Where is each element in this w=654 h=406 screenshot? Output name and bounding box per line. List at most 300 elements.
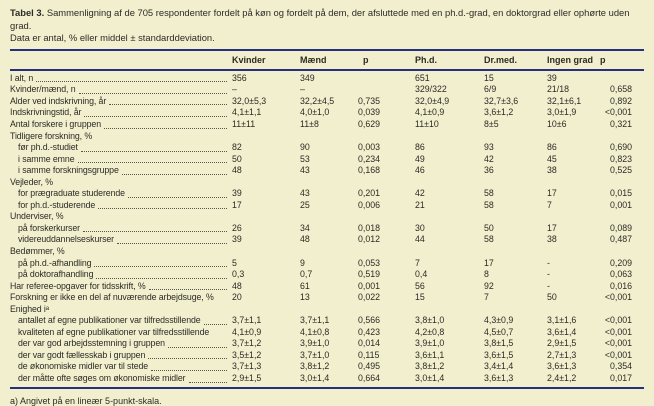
cell-ingen-grad: 21/18 <box>547 84 570 95</box>
cell-p1: 0,423 <box>358 326 381 337</box>
dot-leader <box>128 197 227 198</box>
table-row <box>0 84 654 96</box>
row-label: Antal forskere i gruppen <box>10 118 101 129</box>
cell-p1 <box>358 304 415 316</box>
row-label: på doktorafhandling <box>18 269 94 280</box>
cell-p2: 0,017 <box>609 373 632 383</box>
cell-ingen-grad: 17 <box>547 222 557 233</box>
header-label-spacer <box>10 56 232 65</box>
cell-phd: 3,9±1,0 <box>415 338 445 349</box>
row-label-cell <box>10 165 232 177</box>
row-label: i samme emne <box>18 153 75 164</box>
cell-kvinder: 3,7±1,3 <box>232 361 262 372</box>
row-label: Alder ved indskrivning, år <box>10 95 107 106</box>
cell-ingen-grad: 2,9±1,5 <box>547 338 577 349</box>
cell-maend: 53 <box>300 153 310 164</box>
cell-p2: 0,209 <box>609 257 632 268</box>
section-label: Vejleder, % <box>10 176 53 187</box>
row-label-cell <box>10 107 232 119</box>
table-body <box>0 73 654 385</box>
table-row <box>0 269 654 281</box>
cell-ingen-grad <box>547 304 600 316</box>
row-label-cell <box>10 350 232 362</box>
cell-kvinder: 3,7±1,2 <box>232 338 262 349</box>
table-row <box>0 165 654 177</box>
dot-leader <box>78 162 228 163</box>
cell-drmed: 92 <box>484 280 494 291</box>
cell-maend: 3,9±1,0 <box>300 338 330 349</box>
cell-drmed: 3,8±1,5 <box>484 338 514 349</box>
cell-phd <box>415 131 484 143</box>
column-header-phd: Ph.d. <box>415 54 437 65</box>
cell-drmed: 58 <box>484 199 494 210</box>
row-label: videreuddannelseskurser <box>18 234 114 245</box>
cell-ingen-grad: 38 <box>547 165 557 176</box>
dot-leader <box>168 347 227 348</box>
cell-phd: 44 <box>415 234 425 245</box>
cell-p2: 0,089 <box>609 222 632 233</box>
cell-kvinder <box>232 177 300 189</box>
section-header-row <box>0 177 654 189</box>
table-row <box>0 107 654 119</box>
table-row <box>0 281 654 293</box>
row-label: der var god arbejdsstemning i gruppen <box>18 338 165 349</box>
cell-phd <box>415 246 484 258</box>
cell-maend <box>300 211 358 223</box>
row-label: Kvinder/mænd, n <box>10 84 76 95</box>
row-label-cell <box>10 142 232 154</box>
cell-kvinder: 356 <box>232 72 247 83</box>
cell-kvinder: 0,3 <box>232 269 245 280</box>
cell-p2: <0,001 <box>604 326 632 337</box>
table-row <box>0 373 654 385</box>
cell-phd: 3,8±1,2 <box>415 361 445 372</box>
cell-maend: 11±8 <box>300 118 319 129</box>
cell-p1: 0,012 <box>358 234 381 245</box>
cell-drmed <box>484 304 547 316</box>
cell-phd: 86 <box>415 142 425 153</box>
cell-maend: 25 <box>300 199 310 210</box>
cell-phd <box>415 304 484 316</box>
cell-p2: 0,016 <box>609 280 632 291</box>
row-label-cell <box>10 96 232 108</box>
cell-p2: 0,658 <box>609 84 632 95</box>
row-label-cell <box>10 234 232 246</box>
cell-phd: 15 <box>415 292 425 303</box>
cell-p1: 0,664 <box>358 373 381 383</box>
row-label-cell <box>10 119 232 131</box>
row-label: antallet af egne publikationer var tilfredsstillende <box>18 315 201 326</box>
dot-leader <box>204 324 227 325</box>
cell-p1: 0,053 <box>358 257 381 268</box>
cell-ingen-grad <box>547 246 600 258</box>
cell-maend: 13 <box>300 292 310 303</box>
cell-kvinder <box>232 246 300 258</box>
cell-maend: 9 <box>300 257 305 268</box>
cell-kvinder <box>232 211 300 223</box>
cell-ingen-grad: 10±6 <box>547 118 567 129</box>
cell-p2: <0,001 <box>604 315 632 326</box>
cell-phd <box>415 177 484 189</box>
dot-leader <box>84 116 227 117</box>
cell-p1: 0,003 <box>358 142 381 153</box>
table-caption-line1: Sammenligning af de 705 respondenter fordelt på køn og fordelt på dem, der afsluttede med en ph.d.-grad, en doktorgrad eller ophørte uden grad. <box>10 7 630 31</box>
dot-leader <box>81 151 227 152</box>
cell-p1 <box>358 211 415 223</box>
row-label: på ph.d.-afhandling <box>18 257 92 268</box>
table-row <box>0 154 654 166</box>
footnote: a) Angivet på en lineær 5-punkt-skala. <box>10 395 162 406</box>
row-label-cell <box>10 223 232 235</box>
row-label-cell <box>10 177 232 189</box>
cell-p2: 0,354 <box>609 361 632 372</box>
table-row <box>0 350 654 362</box>
cell-ingen-grad <box>547 211 600 223</box>
cell-kvinder: 48 <box>232 165 242 176</box>
table-row <box>0 142 654 154</box>
cell-kvinder: 26 <box>232 222 242 233</box>
cell-kvinder: 39 <box>232 234 242 245</box>
dot-leader <box>151 370 227 371</box>
cell-maend: 3,7±1,1 <box>300 315 330 326</box>
cell-ingen-grad: 39 <box>547 72 557 83</box>
cell-phd: 4,1±0,9 <box>415 107 445 118</box>
cell-ingen-grad <box>547 177 600 189</box>
cell-drmed: 8±5 <box>484 118 499 129</box>
dot-leader <box>83 231 227 232</box>
cell-maend <box>300 304 358 316</box>
cell-phd: 4,2±0,8 <box>415 326 445 337</box>
cell-phd: 329/322 <box>415 84 447 95</box>
cell-p1 <box>358 177 415 189</box>
table-row <box>0 327 654 339</box>
section-label: Underviser, % <box>10 211 64 222</box>
dot-leader <box>117 243 227 244</box>
row-label-cell <box>10 84 232 96</box>
cell-p1: 0,629 <box>358 118 381 129</box>
cell-maend: 32,2±4,5 <box>300 95 335 106</box>
cell-p2 <box>600 177 644 189</box>
cell-ingen-grad: 2,4±1,2 <box>547 373 577 383</box>
cell-kvinder: 17 <box>232 199 242 210</box>
row-label-cell <box>10 338 232 350</box>
table-header-row <box>0 51 654 69</box>
cell-drmed: 3,4±1,4 <box>484 361 514 372</box>
row-label: på forskerkurser <box>18 222 80 233</box>
cell-p2: 0,001 <box>609 199 632 210</box>
cell-kvinder: 4,1±0,9 <box>232 326 262 337</box>
cell-p1: 0,519 <box>358 269 381 280</box>
cell-kvinder: 3,7±1,1 <box>232 315 262 326</box>
cell-maend: – <box>300 84 305 95</box>
cell-maend: 4,0±1,0 <box>300 107 330 118</box>
column-header-ingen-grad: Ingen grad <box>547 54 594 65</box>
cell-p2: 0,525 <box>609 165 632 176</box>
cell-maend: 61 <box>300 280 310 291</box>
cell-kvinder: 20 <box>232 292 242 303</box>
cell-p1: 0,495 <box>358 361 381 372</box>
cell-drmed: 3,6±1,2 <box>484 107 514 118</box>
cell-ingen-grad: 86 <box>547 142 557 153</box>
row-label-cell <box>10 131 232 143</box>
cell-phd: 651 <box>415 72 430 83</box>
cell-maend: 43 <box>300 165 310 176</box>
cell-ingen-grad: 3,0±1,9 <box>547 107 577 118</box>
dot-leader <box>98 208 227 209</box>
cell-kvinder <box>232 304 300 316</box>
cell-ingen-grad: - <box>547 280 550 291</box>
cell-maend: 90 <box>300 142 310 153</box>
row-label: der måtte ofte søges om økonomiske midler <box>18 373 186 383</box>
cell-drmed: 36 <box>484 165 494 176</box>
cell-p2: 0,063 <box>609 269 632 280</box>
table-row <box>0 338 654 350</box>
cell-p1: 0,018 <box>358 222 381 233</box>
cell-ingen-grad: 45 <box>547 153 557 164</box>
cell-p1: 0,039 <box>358 107 381 118</box>
cell-kvinder: 82 <box>232 142 242 153</box>
cell-p2 <box>600 211 644 223</box>
cell-ingen-grad: 2,7±1,3 <box>547 349 577 360</box>
dot-leader <box>96 278 227 279</box>
section-label: Enighed iᵃ <box>10 303 49 314</box>
dot-leader <box>109 104 227 105</box>
cell-p2: <0,001 <box>604 107 632 118</box>
cell-p2: 0,892 <box>609 95 632 106</box>
row-label-cell <box>10 154 232 166</box>
cell-p2: 0,690 <box>609 142 632 153</box>
cell-p1: 0,566 <box>358 315 381 326</box>
cell-ingen-grad: 32,1±6,1 <box>547 95 582 106</box>
cell-drmed: 93 <box>484 142 494 153</box>
row-label-cell <box>10 304 232 316</box>
cell-ingen-grad: 50 <box>547 292 557 303</box>
cell-kvinder <box>232 131 300 143</box>
row-label: der var godt fællesskab i gruppen <box>18 349 146 360</box>
cell-phd: 46 <box>415 165 425 176</box>
cell-maend <box>300 246 358 258</box>
row-label-cell <box>10 188 232 200</box>
row-label: for ph.d.-studerende <box>18 199 96 210</box>
table-row <box>0 223 654 235</box>
row-label: for prægraduate studerende <box>18 188 125 199</box>
cell-ingen-grad: - <box>547 269 550 280</box>
dot-leader <box>148 358 227 359</box>
row-label: Har referee-opgaver for tidsskrift, % <box>10 280 146 291</box>
cell-maend: 43 <box>300 188 310 199</box>
cell-p1 <box>358 131 415 143</box>
table-caption-number: Tabel 3. <box>10 7 45 18</box>
cell-phd <box>415 211 484 223</box>
row-label-cell <box>10 373 232 385</box>
header-rule <box>10 69 644 71</box>
cell-p1: 0,001 <box>358 280 381 291</box>
cell-kvinder: 11±11 <box>232 118 256 129</box>
table-caption-line2: Data er antal, % eller middel ± standarddeviation. <box>10 32 215 44</box>
cell-maend: 3,8±1,2 <box>300 361 330 372</box>
cell-maend: 3,0±1,4 <box>300 373 330 383</box>
dot-leader <box>104 128 227 129</box>
cell-phd: 42 <box>415 188 425 199</box>
cell-ingen-grad: - <box>547 257 550 268</box>
cell-maend: 48 <box>300 234 310 245</box>
cell-phd: 7 <box>415 257 420 268</box>
row-label: I alt, n <box>10 72 34 83</box>
table-row <box>0 258 654 270</box>
cell-phd: 49 <box>415 153 425 164</box>
row-label-cell <box>10 246 232 258</box>
table-row <box>0 361 654 373</box>
cell-p2: 0,487 <box>609 234 632 245</box>
cell-phd: 11±10 <box>415 118 439 129</box>
section-header-row <box>0 131 654 143</box>
cell-p1: 0,022 <box>358 292 381 303</box>
dot-leader <box>94 266 227 267</box>
dot-leader <box>149 289 227 290</box>
cell-kvinder: 48 <box>232 280 242 291</box>
cell-phd: 3,6±1,1 <box>415 349 445 360</box>
cell-p2: <0,001 <box>604 292 632 303</box>
cell-kvinder: 50 <box>232 153 242 164</box>
table-row <box>0 234 654 246</box>
row-label-cell <box>10 315 232 327</box>
table-row <box>0 315 654 327</box>
cell-kvinder: 4,1±1,1 <box>232 107 262 118</box>
section-label: Tidligere forskning, % <box>10 130 93 141</box>
cell-drmed <box>484 177 547 189</box>
cell-p1: 0,168 <box>358 165 381 176</box>
table-row <box>0 73 654 85</box>
cell-p2: 0,823 <box>609 153 632 164</box>
cell-kvinder: 39 <box>232 188 242 199</box>
row-label: før ph.d.-studiet <box>18 142 78 153</box>
cell-kvinder: 32,0±5,3 <box>232 95 267 106</box>
cell-drmed: 58 <box>484 188 494 199</box>
cell-phd: 30 <box>415 222 425 233</box>
table-row <box>0 188 654 200</box>
table-row <box>0 119 654 131</box>
row-label: Forskning er ikke en del af nuværende arbejdsuge, % <box>10 292 214 303</box>
row-label-cell <box>10 292 232 304</box>
cell-drmed <box>484 211 547 223</box>
cell-ingen-grad: 17 <box>547 188 557 199</box>
dot-leader <box>79 93 228 94</box>
cell-maend: 0,7 <box>300 269 313 280</box>
cell-maend: 3,7±1,0 <box>300 349 330 360</box>
dot-leader <box>189 382 228 383</box>
row-label-cell <box>10 211 232 223</box>
cell-p1 <box>358 73 415 85</box>
table-row <box>0 200 654 212</box>
row-label: i samme forskningsgruppe <box>18 165 119 176</box>
cell-phd: 21 <box>415 199 425 210</box>
cell-p2: 0,321 <box>609 118 632 129</box>
cell-kvinder: 5 <box>232 257 237 268</box>
cell-drmed: 3,6±1,5 <box>484 349 514 360</box>
cell-ingen-grad: 7 <box>547 199 552 210</box>
cell-maend: 349 <box>300 72 315 83</box>
cell-p1: 0,115 <box>358 349 380 360</box>
cell-drmed: 50 <box>484 222 494 233</box>
dot-leader <box>36 81 227 82</box>
cell-drmed: 42 <box>484 153 494 164</box>
cell-p1: 0,201 <box>358 188 381 199</box>
row-label-cell <box>10 269 232 281</box>
cell-ingen-grad: 3,6±1,3 <box>547 361 577 372</box>
column-header-drmed: Dr.med. <box>484 54 518 65</box>
row-label-cell <box>10 281 232 293</box>
row-label: kvaliteten af egne publikationer var tilfredsstillende <box>18 326 210 337</box>
cell-p2 <box>600 246 644 258</box>
cell-ingen-grad: 3,6±1,4 <box>547 326 577 337</box>
cell-p2: <0,001 <box>604 338 632 349</box>
cell-ingen-grad: 38 <box>547 234 557 245</box>
cell-phd: 32,0±4,9 <box>415 95 450 106</box>
section-label: Bedømmer, % <box>10 245 65 256</box>
cell-drmed: 8 <box>484 269 489 280</box>
cell-drmed: 58 <box>484 234 494 245</box>
row-label-cell <box>10 73 232 85</box>
cell-drmed <box>484 246 547 258</box>
cell-drmed: 32,7±3,6 <box>484 95 519 106</box>
cell-p1 <box>358 246 415 258</box>
cell-kvinder: – <box>232 84 237 95</box>
column-header-p2: p <box>600 54 606 65</box>
column-header-p1: p <box>363 54 369 65</box>
row-label-cell <box>10 327 232 339</box>
column-header-maend: Mænd <box>300 54 327 65</box>
cell-p1: 0,234 <box>358 153 381 164</box>
cell-p1: 0,014 <box>358 338 381 349</box>
section-header-row <box>0 304 654 316</box>
cell-p2 <box>600 131 644 143</box>
cell-drmed <box>484 131 547 143</box>
cell-drmed: 15 <box>484 72 494 83</box>
row-label-cell <box>10 200 232 212</box>
cell-maend <box>300 177 358 189</box>
cell-maend: 34 <box>300 222 310 233</box>
cell-drmed: 17 <box>484 257 494 268</box>
row-label-cell <box>10 361 232 373</box>
cell-drmed: 7 <box>484 292 489 303</box>
table-row <box>0 96 654 108</box>
cell-ingen-grad <box>547 131 600 143</box>
cell-drmed: 6/9 <box>484 84 497 95</box>
cell-kvinder: 3,5±1,2 <box>232 349 262 360</box>
cell-drmed: 4,3±0,9 <box>484 315 514 326</box>
column-header-kvinder: Kvinder <box>232 54 266 65</box>
row-label: Indskrivningstid, år <box>10 107 82 118</box>
cell-p2 <box>600 73 644 85</box>
table-caption <box>0 0 654 45</box>
cell-drmed: 3,6±1,3 <box>484 373 514 383</box>
cell-phd: 56 <box>415 280 425 291</box>
cell-drmed: 4,5±0,7 <box>484 326 514 337</box>
cell-p2: <0,001 <box>604 349 632 360</box>
cell-phd: 3,8±1,0 <box>415 315 445 326</box>
cell-p1: 0,735 <box>358 95 381 106</box>
cell-phd: 0,4 <box>415 269 428 280</box>
section-header-row <box>0 211 654 223</box>
table-row <box>0 292 654 304</box>
cell-kvinder: 2,9±1,5 <box>232 373 262 383</box>
cell-ingen-grad: 3,1±1,6 <box>547 315 577 326</box>
cell-phd: 3,0±1,4 <box>415 373 445 383</box>
cell-maend <box>300 131 358 143</box>
cell-p2 <box>600 304 644 316</box>
dot-leader <box>122 174 227 175</box>
cell-p1 <box>358 84 415 96</box>
